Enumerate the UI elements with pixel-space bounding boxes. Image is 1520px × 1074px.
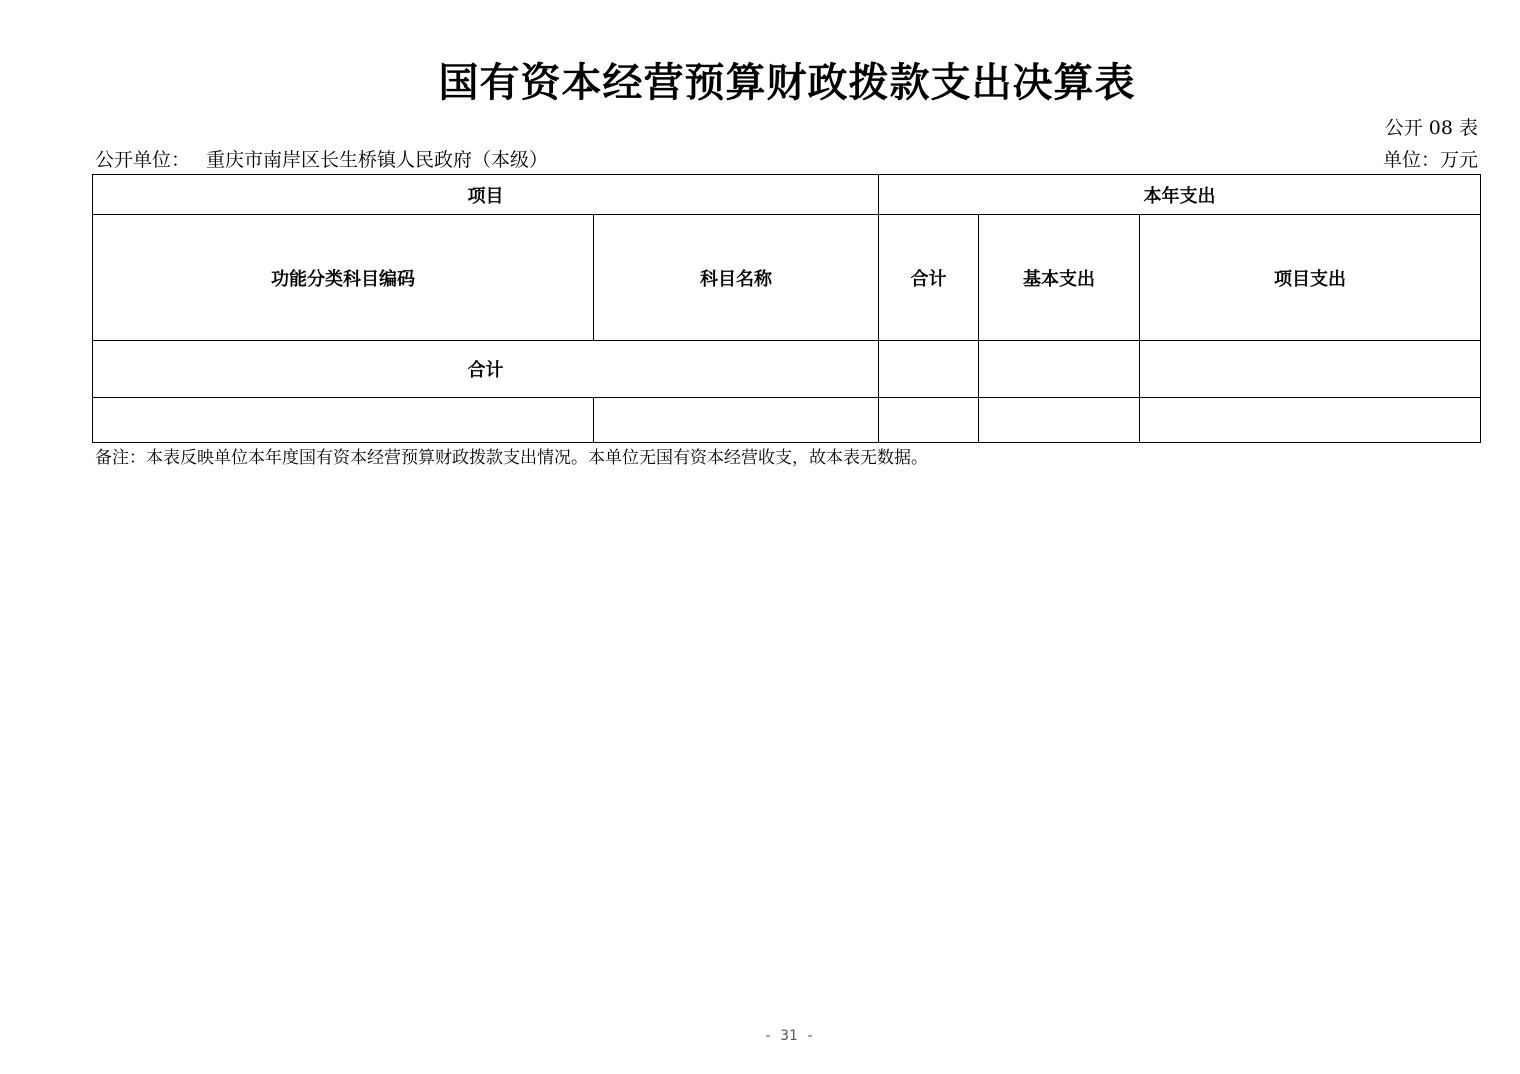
row-total (879, 398, 979, 443)
page-number: - 31 - (763, 1028, 815, 1044)
form-number: 公开 08 表 (1384, 117, 1478, 139)
reporting-unit-name: 重庆市南岸区长生桥镇人民政府（本级） (206, 149, 549, 171)
row-project-expenditure (1140, 398, 1481, 443)
header-project-expenditure: 项目支出 (1140, 215, 1481, 341)
reporting-unit (95, 147, 548, 173)
table-note: 备注：本表反映单位本年度国有资本经营预算财政拨款支出情况。本单位无国有资本经营收支，故本表无数据。 (95, 448, 928, 468)
column-header-row (93, 215, 1481, 341)
total-row-label: 合计 (93, 341, 879, 398)
row-basic-expenditure (979, 398, 1140, 443)
page-title: 国有资本经营预算财政拨款支出决算表 (438, 59, 1136, 106)
group-header-row (93, 175, 1481, 215)
currency-unit: 单位：万元 (1382, 149, 1478, 171)
total-row-project-expenditure (1140, 341, 1481, 398)
total-row-total (879, 341, 979, 398)
header-subject-name: 科目名称 (594, 215, 879, 341)
row-subject-name (594, 398, 879, 443)
header-function-code: 功能分类科目编码 (93, 215, 594, 341)
unit-info-row (95, 147, 1478, 173)
expenditure-table (92, 174, 1481, 443)
header-basic-expenditure: 基本支出 (979, 215, 1140, 341)
table-row (93, 398, 1481, 443)
reporting-unit-label: 公开单位： (95, 149, 191, 171)
header-item: 项目 (93, 175, 879, 215)
total-row-basic-expenditure (979, 341, 1140, 398)
row-function-code (93, 398, 594, 443)
header-current-year-expenditure: 本年支出 (879, 175, 1481, 215)
header-total: 合计 (879, 215, 979, 341)
total-row (93, 341, 1481, 398)
